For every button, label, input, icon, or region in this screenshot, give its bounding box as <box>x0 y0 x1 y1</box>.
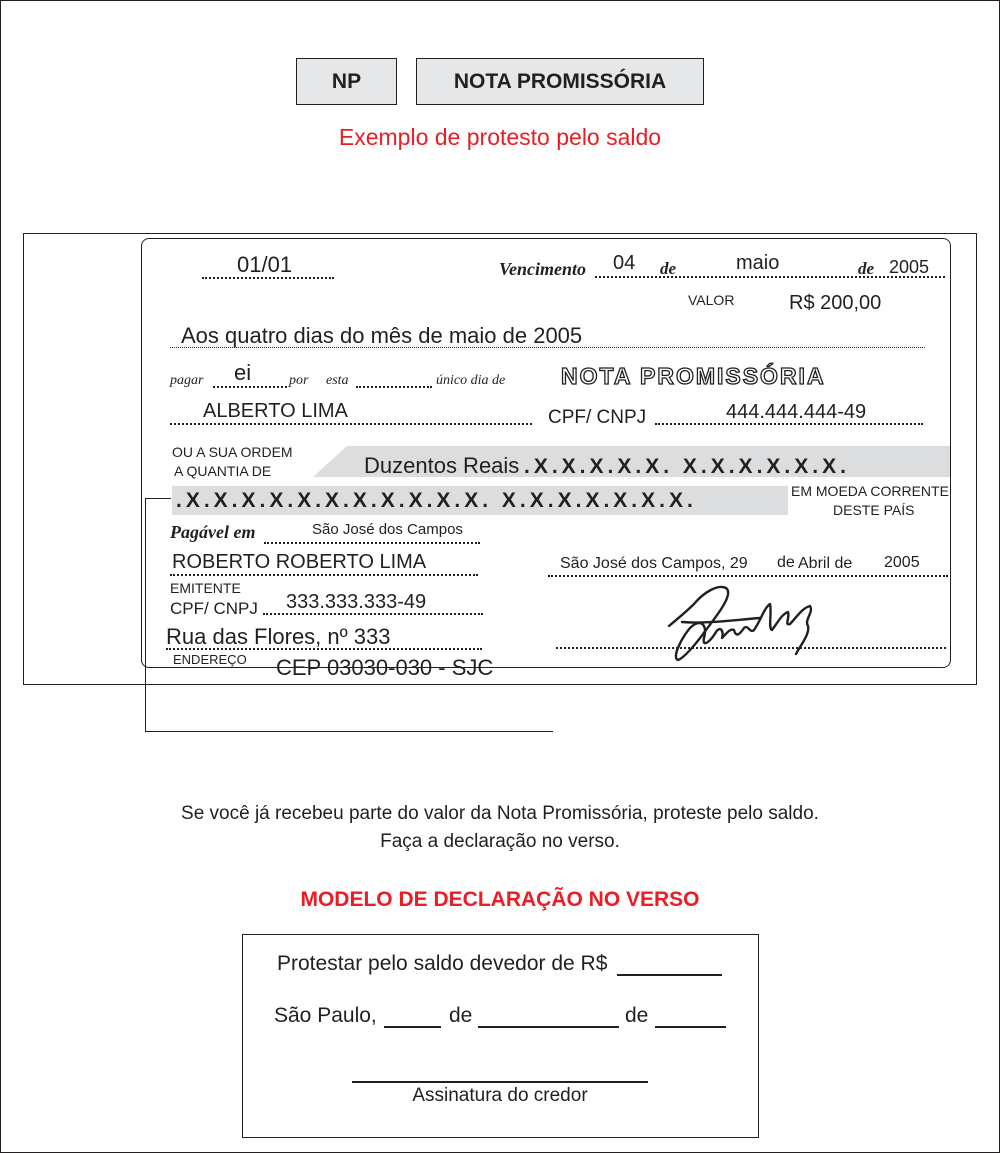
instruction-line-2: Faça a declaração no verso. <box>380 831 620 852</box>
endereco-line <box>166 648 482 650</box>
vencimento-month: maio <box>736 252 780 274</box>
month-blank <box>478 1026 619 1028</box>
local-data-year: 2005 <box>884 554 920 571</box>
subtitle: Exemplo de protesto pelo saldo <box>338 124 662 150</box>
vencimento-label: Vencimento <box>499 259 587 279</box>
local-data-city: São José dos Campos, 29 <box>560 555 748 572</box>
cpf-label-2: CPF/ CNPJ <box>170 599 258 618</box>
cpf-emitente: 333.333.333-49 <box>286 591 427 613</box>
pagar-label: pagar <box>170 373 204 388</box>
unico-label: único dia de <box>436 373 506 388</box>
endereco-label: ENDEREÇO <box>173 652 247 667</box>
declaration-city: São Paulo, <box>274 1004 377 1027</box>
emitente-label: EMITENTE <box>170 580 241 596</box>
vencimento-day: 04 <box>613 252 636 274</box>
date-line <box>170 346 925 348</box>
pagavel-line <box>264 542 480 544</box>
np-label: NP <box>331 69 362 93</box>
declaration-de-2: de <box>625 1004 649 1027</box>
local-data-line <box>548 575 948 577</box>
day-blank <box>384 1026 441 1028</box>
declaration-line-1: Protestar pelo saldo devedor de R$ <box>277 952 608 975</box>
vencimento-year: 2005 <box>889 257 930 277</box>
number-line <box>202 277 334 279</box>
title-box <box>416 58 704 105</box>
signature-icon <box>664 578 820 664</box>
year-blank <box>655 1026 726 1028</box>
cpf-line <box>655 423 923 425</box>
emitente-name: ROBERTO ROBERTO LIMA <box>172 551 427 573</box>
stamp-title: NOTA PROMISSÓRIA <box>561 363 826 389</box>
stub-line-bottom <box>145 731 553 732</box>
valor-label: VALOR <box>688 292 735 308</box>
pagavel-label: Pagável em <box>170 522 256 542</box>
signature-blank <box>352 1081 648 1083</box>
por-label: por <box>289 373 309 388</box>
de-label-1: de <box>660 259 677 278</box>
ordem-line-2: A QUANTIA DE <box>174 463 272 479</box>
date-text: Aos quatro dias do mês de maio de 2005 <box>181 323 583 348</box>
np-box <box>296 58 397 105</box>
local-data-de: de <box>777 554 795 571</box>
beneficiario-line <box>170 423 532 425</box>
moeda-line-1: EM MOEDA CORRENTE <box>791 483 949 499</box>
signature-label: Assinatura do credor <box>412 1085 588 1106</box>
declaration-heading: MODELO DE DECLARAÇÃO NO VERSO <box>300 888 700 911</box>
endereco: Rua das Flores, nº 333 <box>166 624 391 649</box>
quantia-fill-1: .X.X.X.X.X. X.X.X.X.X.X. <box>524 455 850 478</box>
de-label-2: de <box>858 259 875 278</box>
ei-line <box>213 386 287 388</box>
pagavel-local: São José dos Campos <box>312 521 463 538</box>
quantia-fill-2: .X.X.X.X.X.X.X.X.X.X.X. X.X.X.X.X.X.X. <box>176 489 697 512</box>
valor-amount: R$ 200,00 <box>789 292 882 314</box>
note-number: 01/01 <box>237 252 293 277</box>
saldo-blank <box>617 974 722 976</box>
stub-line-left <box>145 498 146 731</box>
quantia-text: Duzentos Reais <box>364 453 520 478</box>
cep: CEP 03030-030 - SJC <box>276 655 494 680</box>
esta-line <box>356 386 432 388</box>
instruction-line-1: Se você já recebeu parte do valor da Nota Promissória, proteste pelo saldo. <box>181 803 819 824</box>
cpf-beneficiario: 444.444.444-49 <box>726 401 867 423</box>
page-title: NOTA PROMISSÓRIA <box>453 69 667 93</box>
stub-line-top <box>145 498 171 499</box>
cpf-emitente-line <box>263 613 483 615</box>
ordem-line-1: OU A SUA ORDEM <box>172 444 293 460</box>
moeda-line-2: DESTE PAÍS <box>833 502 915 518</box>
local-data-month: Abril de <box>798 555 853 572</box>
emitente-line <box>170 574 478 576</box>
beneficiario-name: ALBERTO LIMA <box>203 400 348 422</box>
declaration-de-1: de <box>449 1004 473 1027</box>
cpf-label: CPF/ CNPJ <box>548 407 647 428</box>
ei-text: ei <box>234 360 252 385</box>
esta-label: esta <box>326 373 349 388</box>
